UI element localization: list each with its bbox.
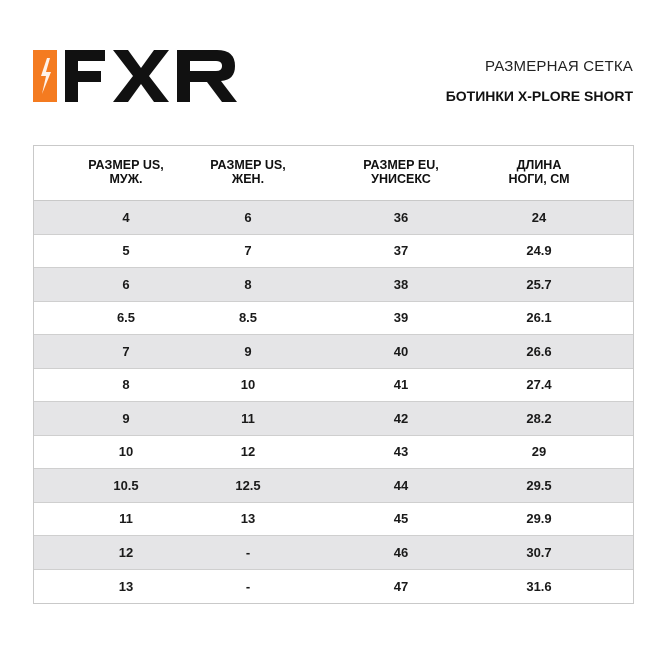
- cell-eu-unisex: 37: [393, 243, 409, 259]
- cell-foot-length: 25.7: [526, 276, 552, 292]
- column-header-us-men: РАЗМЕР US, МУЖ.: [88, 158, 164, 186]
- size-table: [33, 145, 634, 604]
- table-row: [34, 536, 633, 570]
- cell-us-women: 8.5: [238, 310, 258, 326]
- column-header-foot-length: ДЛИНА НОГИ, СМ: [508, 158, 570, 186]
- cell-us-men: 7: [122, 343, 130, 359]
- table-row: [34, 570, 633, 604]
- cell-us-women: 8: [244, 276, 252, 292]
- cell-foot-length: 26.6: [526, 343, 552, 359]
- cell-foot-length: 29: [531, 444, 547, 460]
- cell-eu-unisex: 46: [393, 544, 409, 560]
- cell-us-women: 12.5: [235, 477, 261, 493]
- cell-us-women: 11: [241, 410, 255, 426]
- cell-foot-length: 24.9: [526, 243, 552, 259]
- cell-foot-length: 30.7: [526, 544, 552, 560]
- cell-eu-unisex: 41: [393, 377, 409, 393]
- cell-us-men: 5: [122, 243, 130, 259]
- cell-foot-length: 27.4: [526, 377, 552, 393]
- cell-eu-unisex: 40: [393, 343, 409, 359]
- fxr-logo: [33, 50, 237, 102]
- cell-eu-unisex: 42: [393, 410, 409, 426]
- cell-eu-unisex: 47: [393, 578, 409, 594]
- table-row: [34, 503, 633, 537]
- table-row: [34, 436, 633, 470]
- table-row: [34, 268, 633, 302]
- cell-us-men: 12: [118, 544, 134, 560]
- table-row: [34, 302, 633, 336]
- table-row: [34, 335, 633, 369]
- cell-eu-unisex: 39: [393, 310, 409, 326]
- cell-eu-unisex: 38: [393, 276, 409, 292]
- cell-eu-unisex: 43: [393, 444, 409, 460]
- cell-us-men: 6: [122, 276, 130, 292]
- cell-foot-length: 29.5: [526, 477, 552, 493]
- cell-foot-length: 31.6: [526, 578, 552, 594]
- subtitle: РАЗМЕРНАЯ СЕТКА: [485, 58, 633, 75]
- cell-us-men: 11: [119, 511, 133, 527]
- table-row: [34, 201, 633, 235]
- cell-eu-unisex: 44: [393, 477, 409, 493]
- cell-us-men: 13: [118, 578, 134, 594]
- column-header-eu-unisex: РАЗМЕР EU, УНИСЕКС: [363, 158, 439, 186]
- product-title: БОТИНКИ X-PLORE SHORT: [445, 88, 633, 104]
- table-row: [34, 235, 633, 269]
- table-row: [34, 402, 633, 436]
- table-row: [34, 369, 633, 403]
- cell-us-men: 10.5: [113, 477, 139, 493]
- cell-us-men: 4: [122, 209, 130, 225]
- table-row: [34, 469, 633, 503]
- cell-us-women: 10: [240, 377, 256, 393]
- cell-us-women: 12: [240, 444, 256, 460]
- cell-us-men: 10: [118, 444, 134, 460]
- cell-us-men: 9: [122, 410, 130, 426]
- cell-foot-length: 28.2: [526, 410, 552, 426]
- fxr-logo-mark: [33, 50, 237, 102]
- column-header-us-women: РАЗМЕР US, ЖЕН.: [210, 158, 286, 186]
- cell-eu-unisex: 36: [393, 209, 409, 225]
- cell-us-men: 6.5: [116, 310, 136, 326]
- cell-us-women: 9: [244, 343, 252, 359]
- cell-us-men: 8: [122, 377, 130, 393]
- header: [446, 58, 633, 104]
- cell-us-women: 6: [244, 209, 252, 225]
- cell-foot-length: 24: [531, 209, 547, 225]
- cell-eu-unisex: 45: [393, 511, 409, 527]
- cell-foot-length: 26.1: [526, 310, 552, 326]
- cell-us-women: -: [245, 544, 251, 560]
- cell-us-women: 7: [244, 243, 252, 259]
- cell-us-women: 13: [240, 511, 256, 527]
- cell-us-women: -: [245, 578, 251, 594]
- cell-foot-length: 29.9: [526, 511, 552, 527]
- table-body: [34, 201, 633, 603]
- table-header: [34, 146, 633, 201]
